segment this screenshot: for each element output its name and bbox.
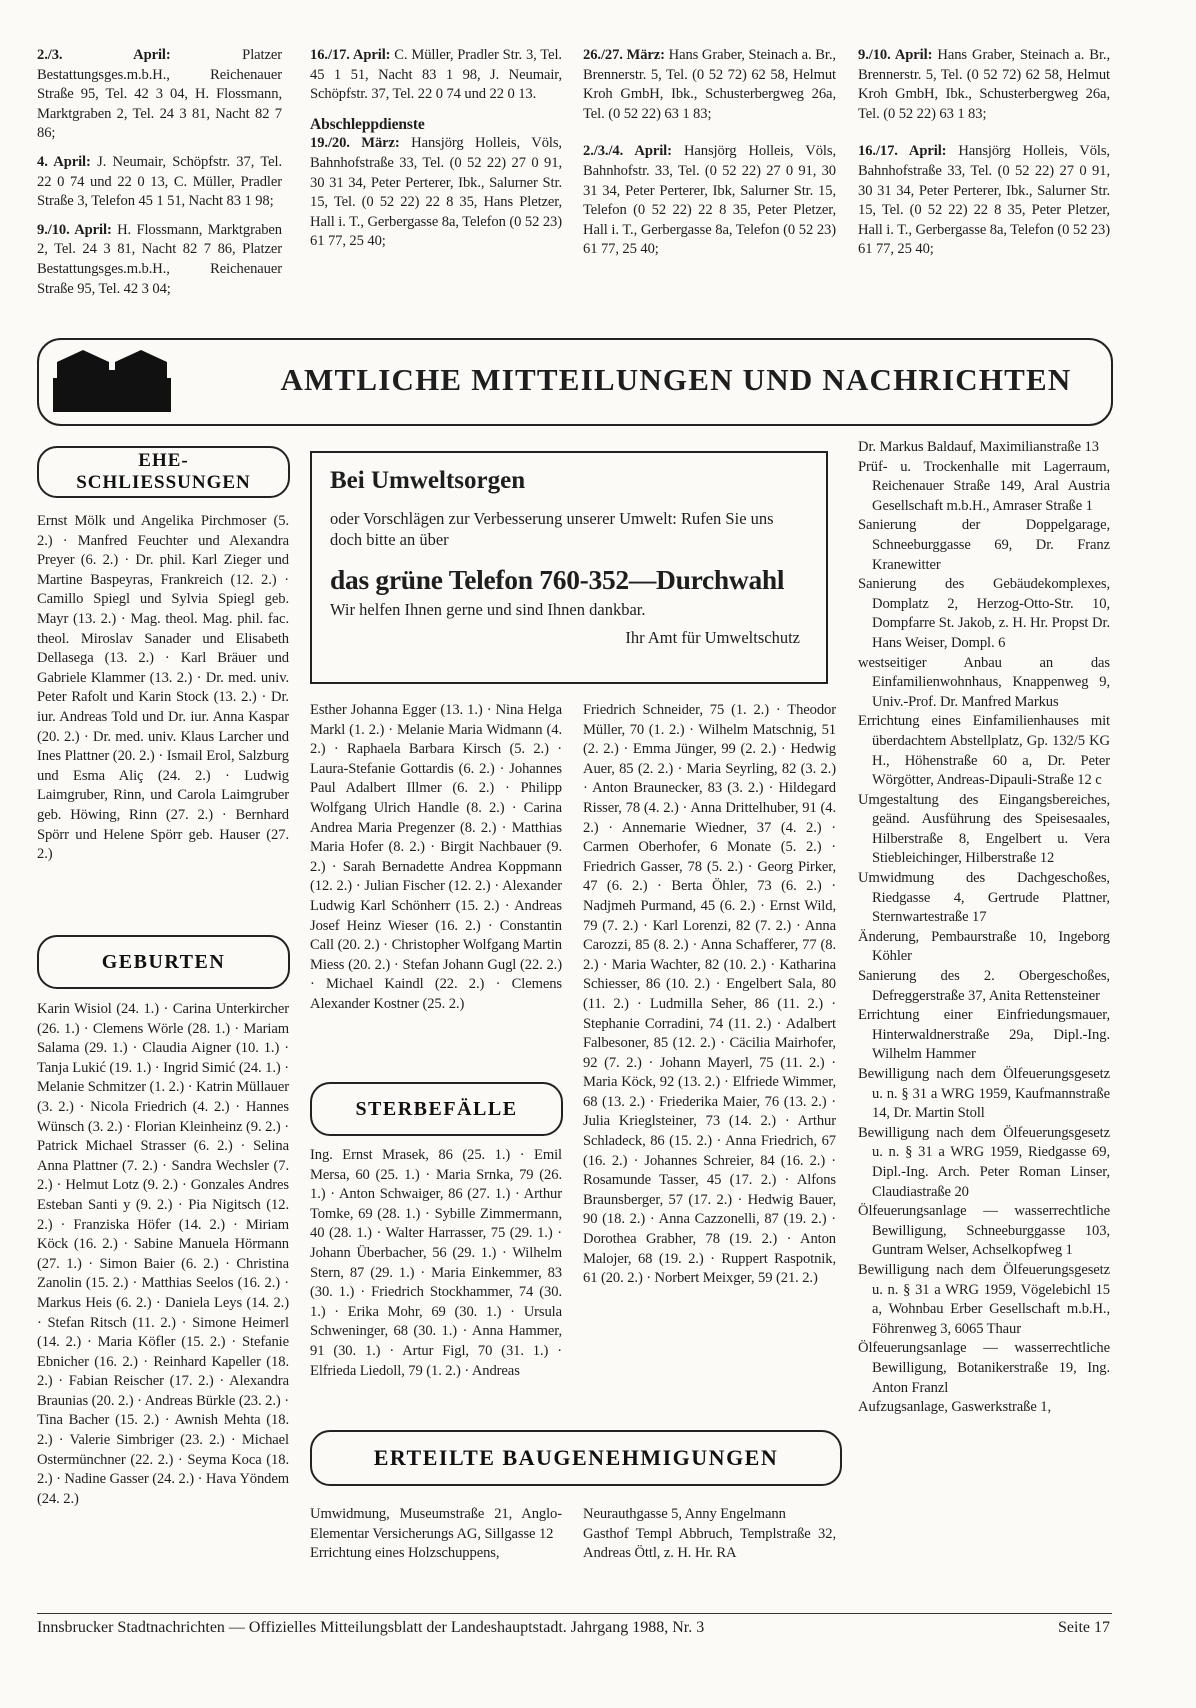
heading-line: EHE- (138, 450, 189, 471)
notice: 16./17. April: Hansjörg Holleis, Völs, Bahnhofstraße 33, Tel. (0 52 22) 27 0 91, 30 31 34, Peter Perterer, Ibk., Salurner Str. 15, Tel. (0 52 22) 22 8 35, Peter Pletzer, Hall i. T., Gerbergasse 8a, Telefon (0 52 23) 61 77, 25 40; (858, 143, 1110, 258)
hotline-phone: das grüne Telefon 760-352—Durchwahl (330, 564, 785, 595)
notice: 2./3. April: Platzer Bestattungsges.m.b.H., Reichenauer Straße 95, Tel. 42 3 04, H. Flossmann, Marktgraben 2, Tel. 24 3 81, Nacht 82 7 86; (37, 47, 282, 142)
footer-divider (37, 1613, 1112, 1614)
permit-entry: Ölfeuerungsanlage — wasserrechtliche Bewilligung, Schneeburggasse 103, Guntram Welser, Achselkopfweg 1 (858, 1203, 1110, 1259)
deaths-text-col2: Ing. Ernst Mrasek, 86 (25. 1.) · Emil Mersa, 60 (25. 1.) · Maria Srnka, 79 (26. 1.) · Anton Schwaiger, 86 (27. 1.) · Arthur Tomke, 69 (28. 1.) · Sybille Zimmermann, 40 (28. 1.) · Walter Harrasser, 75 (29. 1.) · Johann Überbacher, 56 (29. 1.) · Wilhelm Stern, 87 (29. 1.) · Maria Einkemmer, 83 (30. 1.) · Friedrich Stockhammer, 74 (30. 1.) · Erika Mohr, 69 (30. 1.) · Ursula Schweninger, 68 (30. 1.) · Anna Hammer, 91 (30. 1.) · Artur Figl, 70 (31. 1.) · Elfrieda Liedoll, 79 (1. 2.) · Andreas (310, 1147, 562, 1379)
notice: 9./10. April: H. Flossmann, Marktgraben 2, Tel. 24 3 81, Nacht 82 7 86, Platzer Bestattungsges.m.b.H., Reichenauer Straße 95, Tel. 42 3 04; (37, 221, 282, 297)
marriages-heading (37, 446, 290, 498)
section-banner (37, 338, 1113, 426)
section-heading-towing: Abschleppdienste (310, 115, 425, 133)
permit-entry: Sanierung des 2. Obergeschoßes, Defreggerstraße 37, Anita Rettensteiner (858, 968, 1110, 1004)
births-text-col1: Karin Wisiol (24. 1.) · Carina Unterkircher (26. 1.) · Clemens Wörle (28. 1.) · Mariam Salama (29. 1.) · Claudia Aigner (10. 1.) · Tanja Lukić (19. 1.) · Ingrid Simić (24. 1.) · Melanie Schmitzer (1. 2.) · Katrin Müllauer (3. 2.) · Nicola Friedrich (4. 2.) · Hannes Wünsch (3. 2.) · Florian Kleinheinz (9. 2.) · Patrick Michael Strasser (6. 2.) · Selina Anna Plattner (7. 2.) · Sandra Wechsler (7. 2.) · Helmut Lotz (9. 2.) · Gonzales Andres Esteban Santi y (9. 2.) · Pia Nigitsch (12. 2.) · Franziska Höfer (14. 2.) · Miriam Köck (16. 2.) · Sabine Manuela Hörmann (27. 1.) · Simon Baier (6. 2.) · Christina Zanolin (15. 2.) · Matthias Seelos (16. 2.) · Markus Heis (6. 2.) · Daniela Leys (14. 2.) · Stefan Ritsch (11. 2.) · Simone Heimerl (14. 2.) · Maria Köfler (15. 2.) · Stefanie Ebnicher (16. 2.) · Reinhard Kapeller (18. 2.) · Fabian Reischer (17. 2.) · Alexandra Braunias (20. 2.) · Andreas Bürkle (23. 2.) · Tina Bacher (15. 2.) · Awnish Mehta (18. 2.) · Valerie Simbriger (23. 2.) · Michael Ostermünchner (22. 2.) · Seyma Koca (18. 2.) · Nadine Gasser (24. 2.) · Hava Yöndem (24. 2.) (37, 1001, 289, 1507)
deaths-heading: STERBEFÄLLE (310, 1082, 563, 1136)
notice: 16./17. April: C. Müller, Pradler Str. 3, Tel. 45 1 51, Nacht 83 1 98, J. Neumair, Schöpfstr. 37, Tel. 22 0 74 und 22 0 13. (310, 47, 562, 103)
permit-entry: Aufzugsanlage, Gaswerkstraße 1, (858, 1399, 1052, 1416)
environment-hotline-box (310, 451, 828, 684)
notice: 26./27. März: Hans Graber, Steinach a. Br., Brennerstr. 5, Tel. (0 52 72) 62 58, Helmut Kroh GmbH, Ibk., Schusterbergweg 26a, Tel. (0 52 22) 63 1 83; (583, 47, 836, 122)
hotline-subtext: Wir helfen Ihnen gerne und sind Ihnen dankbar. (330, 600, 646, 619)
top-column-4 (858, 46, 1110, 269)
permit-entry: Umgestaltung des Eingangsbereiches, geänd. Ausführung des Speisesaales, Hilberstraße 8, Engelbert u. Vera Stiebleichinger, Hilberstraße 12 (858, 791, 1110, 867)
permit-entry: Prüf- u. Trockenhalle mit Lagerraum, Reichenauer Straße 149, Aral Austria Gesellschaft m.b.H., Amraser Straße 1 (858, 458, 1110, 514)
deaths-text-col3: Friedrich Schneider, 75 (1. 2.) · Theodor Müller, 70 (1. 2.) · Wilhelm Matschnig, 51 (2. 2.) · Emma Jünger, 99 (2. 2.) · Hedwig Auer, 85 (2. 2.) · Maria Seyrling, 82 (3. 2.) · Anton Braunecker, 83 (3. 2.) · Hildegard Risser, 78 (4. 2.) · Anna Drittelhuber, 91 (4. 2.) · Annemarie Wiedner, 37 (4. 2.) · Carmen Oberhofer, 6 Monate (5. 2.) · Friedrich Gasser, 78 (5. 2.) · Georg Pirker, 47 (6. 2.) · Berta Öhler, 73 (6. 2.) · Nadjmeh Purmand, 45 (6. 2.) · Ernst Wild, 79 (7. 2.) · Karl Lorenzi, 82 (7. 2.) · Anna Carozzi, 85 (8. 2.) · Anna Schafferer, 77 (8. 2.) · Maria Wachter, 82 (10. 2.) · Katharina Schiesser, 86 (10. 2.) · Engelbert Sala, 80 (11. 2.) · Ludmilla Seher, 86 (11. 2.) · Stephanie Corradini, 74 (11. 2.) · Adalbert Falbesoner, 85 (12. 2.) · Cäcilia Mairhofer, 92 (7. 2.) · Johann Mayerl, 75 (11. 2.) · Maria Köck, 92 (13. 2.) · Elfriede Wimmer, 68 (13. 2.) · Friederika Maier, 76 (13. 2.) · Julia Krieglsteiner, 73 (14. 2.) · Arthur Schladeck, 86 (15. 2.) · Anna Friedrich, 67 (16. 2.) · Johannes Schreier, 84 (16. 2.) · Rosamunde Tasser, 45 (17. 2.) · Alfons Braunsberger, 57 (17. 2.) · Hedwig Bauer, 90 (18. 2.) · Anna Cazzonelli, 87 (19. 2.) · Dorothea Grabher, 78 (19. 2.) · Anton Malojer, 68 (19. 2.) · Ruppert Raspotnik, 61 (20. 2.) · Norbert Meixger, 59 (21. 2.) (583, 702, 836, 1287)
permit-entry: Errichtung einer Einfriedungsmauer, Hinterwaldnerstraße 29a, Dipl.-Ing. Wilhelm Hammer (858, 1007, 1110, 1063)
building-permits-col3: Neurauthgasse 5, Anny Engelmann Gasthof Templ Abbruch, Templstraße 32, Andreas Öttl, z. H. Hr. RA (583, 1506, 836, 1562)
notice: 9./10. April: Hans Graber, Steinach a. Br., Brennerstr. 5, Tel. (0 52 72) 62 58, Helmut Kroh GmbH, Ibk., Schusterbergweg 26a, Tel. (0 52 22) 63 1 83; (858, 47, 1110, 122)
marriages-text: Ernst Mölk und Angelika Pirchmoser (5. 2.) · Manfred Feuchter und Alexandra Preyer (6. 2.) · Dr. phil. Karl Zieger und Martine Baspeyras, Frankreich (12. 2.) · Camillo Spiegl und Sylvia Spiegl geb. Mayr (13. 2.) · Mag. theol. Mag. phil. fac. theol. Miroslav Sanader und Elisabeth Dellasega (13. 2.) · Karl Bräuer und Gabriele Klammer (13. 2.) · Dr. med. univ. Peter Rafolt und Karin Stock (13. 2.) · Dr. iur. Andreas Told und Dr. iur. Anna Kaspar (20. 2.) · Dr. med. univ. Klaus Larcher und Ines Plattner (20. 2.) · Ismail Erol, Salzburg und Esma Aliç (24. 2.) · Ludwig Laimgruber, Rinn, und Carola Laimgruber geb. Höwing, Rinn (27. 2.) · Bernhard Spörr und Helene Spörr geb. Hauser (27. 2.) (37, 513, 289, 863)
top-column-1 (37, 46, 282, 308)
top-column-2 (310, 46, 562, 261)
permit-entry: Umwidmung des Dachgeschoßes, Riedgasse 4, Gertrude Plattner, Sternwartestraße 17 (858, 870, 1110, 926)
notice: 2./3./4. April: Hansjörg Holleis, Völs, Bahnhofstr. 33, Tel. (0 52 22) 27 0 91, 30 31 34, Peter Perterer, Ibk, Salurner Str. 15, Telefon (0 52 22) 22 8 35, Peter Pletzer, Hall i. T., Gerbergasse 8a, Telefon (0 52 23) 61 77, 25 40; (583, 143, 836, 258)
building-permits-col4 (858, 438, 1110, 1418)
permit-entry: Bewilligung nach dem Ölfeuerungsgesetz u. n. § 31 a WRG 1959, Vögelebichl 15 a, Wohnbau Erber Gesellschaft m.b.H., Föhrenweg 3, 6065 Thaur (858, 1261, 1110, 1337)
banner-title: AMTLICHE MITTEILUNGEN UND NACHRICHTEN (280, 362, 1072, 397)
notice: 4. April: J. Neumair, Schöpfstr. 37, Tel. 22 0 74 und 22 0 13, C. Müller, Pradler Straße 3, Telefon 45 1 51, Nacht 83 1 98; (37, 153, 282, 210)
notice: 19./20. März: Hansjörg Holleis, Völs, Bahnhofstraße 33, Tel. (0 52 22) 27 0 91, 30 31 34, Peter Perterer, Ibk., Salurner Str. 15, Tel. (0 52 22) 22 8 35, Hans Pletzer, Hall i. T., Gerbergasse 8a, Telefon (0 52 23) 61 77, 25 40; (310, 135, 562, 250)
permit-entry: Bewilligung nach dem Ölfeuerungsgesetz u. n. § 31 a WRG 1959, Riedgasse 69, Dipl.-Ing. Arch. Peter Roman Linser, Claudiastraße 20 (858, 1124, 1110, 1200)
hotline-title: Bei Umweltsorgen (330, 467, 526, 494)
permit-entry: Ölfeuerungsanlage — wasserrechtliche Bewilligung, Botanikerstraße 19, Ing. Anton Franzl (858, 1340, 1110, 1396)
permit-entry: westseitiger Anbau an das Einfamilienwohnhaus, Knappenweg 9, Univ.-Prof. Dr. Manfred Markus (858, 654, 1110, 710)
permit-entry: Dr. Markus Baldauf, Maximilianstraße 13 (858, 439, 1099, 455)
births-text-col2: Esther Johanna Egger (13. 1.) · Nina Helga Markl (1. 2.) · Melanie Maria Widmann (4. 2.) · Raphaela Barbara Kirsch (5. 2.) · Laura-Stefanie Gottardis (6. 2.) · Johannes Paul Adalbert Illmer (6. 2.) · Philipp Wolfgang Ulrich Handle (8. 2.) · Carina Andrea Maria Pregenzer (8. 2.) · Matthias Maria Hofer (8. 2.) · Birgit Nachbauer (9. 2.) · Sarah Bernadette Andrea Koppmann (12. 2.) · Julian Fischer (12. 2.) · Alexander Ludwig Karl Schönherr (15. 2.) · Andreas Josef Heinz Wieser (16. 2.) · Constantin Call (20. 2.) · Christopher Wolfgang Martin Miess (20. 2.) · Stefan Johann Gugl (22. 2.) · Michael Kaindl (22. 2.) · Clemens Alexander Kostner (25. 2.) (310, 702, 562, 1012)
page-number: Seite 17 (1058, 1619, 1110, 1636)
footer-publication: Innsbrucker Stadtnachrichten — Offizielles Mitteilungsblatt der Landeshauptstadt. Jahrgang 1988, Nr. 3 (37, 1619, 705, 1636)
city-coat-of-arms-icon (53, 348, 171, 412)
permit-entry: Sanierung des Gebäudekomplexes, Domplatz 2, Herzog-Otto-Str. 10, Dompfarre St. Jakob, z. H. Hr. Propst Dr. Hans Weiser, Dompl. 6 (858, 576, 1110, 651)
births-heading: GEBURTEN (37, 935, 290, 989)
hotline-text: oder Vorschlägen zur Verbesserung unserer Umwelt: Rufen Sie uns doch bitte an über (330, 509, 774, 549)
permit-entry: Sanierung der Doppelgarage, Schneeburggasse 69, Dr. Franz Kranewitter (858, 517, 1110, 573)
permit-entry: Errichtung eines Einfamilienhauses mit überdachtem Abstellplatz, Gp. 132/5 KG H., Höhenstraße 60 a, Dr. Peter Wörgötter, Andreas-Dipauli-Straße 12 c (858, 713, 1110, 789)
building-permits-col2: Umwidmung, Museumstraße 21, Anglo-Elementar Versicherungs AG, Sillgasse 12 Errichtung eines Holzschuppens, (310, 1506, 562, 1562)
building-permits-heading: ERTEILTE BAUGENEHMIGUNGEN (310, 1430, 842, 1486)
permit-entry: Änderung, Pembaurstraße 10, Ingeborg Köhler (858, 928, 1110, 965)
heading-line: SCHLIESSUNGEN (76, 472, 251, 493)
hotline-signature: Ihr Amt für Umweltschutz (625, 628, 800, 647)
permit-entry: Bewilligung nach dem Ölfeuerungsgesetz u. n. § 31 a WRG 1959, Kaufmannstraße 14, Dr. Martin Stoll (858, 1066, 1110, 1122)
top-column-3 (583, 46, 836, 269)
